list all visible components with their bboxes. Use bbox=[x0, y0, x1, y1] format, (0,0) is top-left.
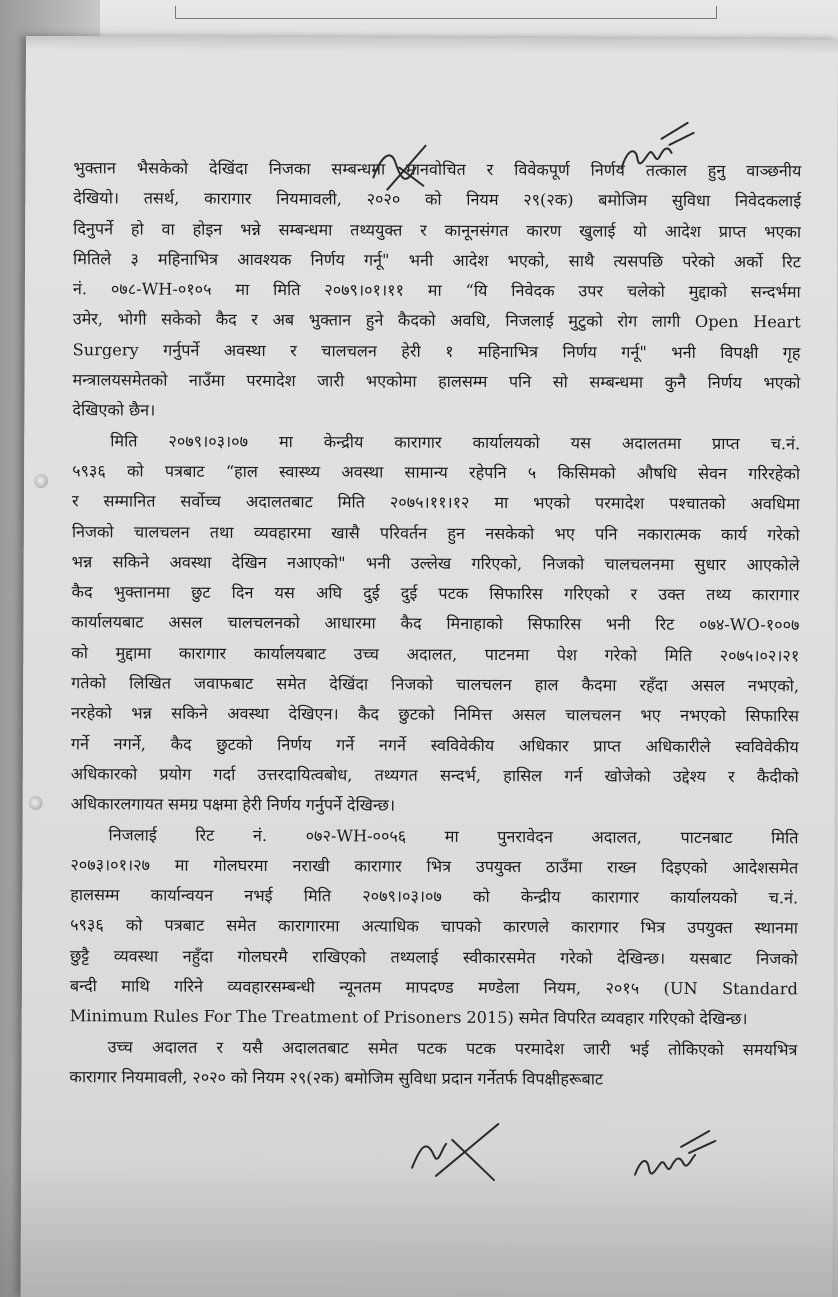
text-line: २०७३।०१।२७ मा गोलघरमा नराखी कारागार भित्र उपयुक्त ठाउँमा राख्न दिइएको आदेशसमेत bbox=[70, 855, 799, 878]
text-line: अधिकारको प्रयोग गर्दा उत्तरदायित्वबोध, तथ्यगत सन्दर्भ, हासिल गर्न खोजेको उद्देश्य र कैदीको bbox=[70, 764, 799, 787]
text-line: नरहेको भन्न सकिने अवस्था देखिएन। कैद छुटको निमित्त असल चालचलन भए नभएको सिफारिस bbox=[71, 703, 800, 726]
text-line: कार्यालयबाट असल चालचलनको आधारमा कैद मिनाहाको सिफारिस भनी रिट ०७४-WO-१००७ bbox=[71, 612, 800, 635]
text-line: मिति २०७९।०३।०७ मा केन्द्रीय कारागार कार्यालयको यस अदालतमा प्राप्त च.नं. bbox=[110, 431, 801, 454]
text-line: भन्न सकिने अवस्था देखिन नआएको" भनी उल्लेख गरिएको, निजको चालचलनमा सुधार आएकोले bbox=[71, 552, 800, 575]
text-line: देखिएको छैन। bbox=[72, 400, 156, 420]
text-line: मन्त्रालयसमेतको नाउँमा परमादेश जारी भएकोमा हालसम्म पनि सो सम्बन्धमा कुनै निर्णय भएको bbox=[72, 370, 801, 393]
text-line: अधिकारलगायत समग्र पक्षमा हेरी निर्णय गर्नुपर्ने देखिन्छ। bbox=[70, 794, 396, 815]
signature-mark bbox=[365, 137, 435, 197]
text-line: गतेको लिखित जवाफबाट समेत देखिंदा निजको चालचलन हाल कैदमा रहँदा असल नभएको, bbox=[71, 673, 800, 696]
text-line: उच्च अदालत र यसै अदालतबाट समेत पटक पटक परमादेश जारी भई तोकिएको समयभित्र bbox=[107, 1036, 798, 1059]
text-line: Minimum Rules For The Treatment of Prisoners 2015) समेत विपरित व्यवहार गरिएको देखिन्छ। bbox=[69, 1006, 748, 1029]
text-line: गर्ने नगर्ने, कैद छुटको निर्णय गर्ने नगर्ने स्वविवेकीय अधिकार प्राप्त अधिकारीले स्वविवेकीय bbox=[70, 733, 799, 757]
text-line: निजको चालचलन तथा व्यवहारमा खासै परिवर्तन हुन नसकेको भए पनि नकारात्मक कार्य गरेको bbox=[71, 521, 800, 544]
signature-mark bbox=[615, 119, 695, 189]
text-line: कारागार नियमावली, २०२० को नियम २९(२क) बमोजिम सुविधा प्रदान गर्नेतर्फ विपक्षीहरूबाट bbox=[69, 1067, 604, 1089]
text-line: नं. ०७८-WH-०१०५ मा मिति २०७९।०१।११ मा “यि निवेदक उपर चलेको मुद्दाको सन्दर्भमा bbox=[72, 279, 801, 302]
punch-hole bbox=[29, 796, 43, 810]
signature-mark bbox=[629, 1119, 719, 1199]
signature-mark bbox=[406, 1118, 506, 1188]
text-line: निजलाई रिट नं. ०७२-WH-००५६ मा पुनरावेदन अदालत, पाटनबाट मिति bbox=[108, 824, 799, 847]
paragraph bbox=[69, 1032, 797, 1096]
text-line: भुक्तान भैसकेको देखिंदा निजका सम्बन्धमा मानवोचित र विवेकपूर्ण निर्णय तत्काल हुनु वाञ्छनीय bbox=[73, 158, 802, 181]
text-line: उमेर, भोगी सकेको कैद र अब भुक्तान हुने कैदको अवधि, निजलाई मुटुको रोग लागी Open Heart bbox=[72, 309, 801, 332]
text-line: को मुद्दामा कारागार कार्यालयबाट उच्च अदालत, पाटनमा पेश गरेको मिति २०७५।०२।२१ bbox=[71, 642, 800, 666]
back-sheet-strip bbox=[175, 6, 717, 19]
document-page bbox=[20, 36, 837, 1297]
text-line: कैद भुक्तानमा छुट दिन यस अघि दुई दुई पटक सिफारिस गरिएको र उक्त तथ्य कारागार bbox=[71, 582, 800, 605]
text-line: ५९३६ को पत्रबाट समेत कारागारमा अत्याधिक चापको कारणले कारागार भित्र उपयुक्त स्थानमा bbox=[70, 915, 799, 938]
text-line: देखियो। तसर्थ, कारागार नियमावली, २०२० को नियम २९(२क) बमोजिम सुविधा निवेदकलाई bbox=[73, 188, 802, 211]
paragraph bbox=[71, 426, 801, 823]
text-line: मितिले ३ महिनाभित्र आवश्यक निर्णय गर्नू" भनी आदेश भएको, साथै त्यसपछि परेको अर्को रिट bbox=[72, 249, 801, 272]
paragraph bbox=[70, 820, 799, 1035]
paragraph bbox=[72, 153, 801, 429]
text-line: र सम्मानित सर्वोच्च अदालतबाट मिति २०७५।११।१२ मा भएको परमादेश पश्चातको अवधिमा bbox=[71, 491, 800, 514]
text-line: Surgery गर्नुपर्ने अवस्था र चालचलन हेरी १ महिनाभित्र निर्णय गर्नू" भनी विपक्षी गृह bbox=[72, 339, 801, 363]
text-line: छुट्टै व्यवस्था नहुँदा गोलघरमै राखिएको तथ्यलाई स्वीकारसमेत गरेको देखिन्छ। यसबाट निजको bbox=[69, 945, 798, 969]
document-body bbox=[69, 153, 801, 1095]
text-line: ५९३६ को पत्रबाट “हाल स्वास्थ्य अवस्था सामान्य रहेपनि ५ किसिमको औषधि सेवन गरिरहेको bbox=[72, 461, 801, 484]
text-line: दिनुपर्ने हो वा होइन भन्ने सम्बन्धमा तथ्ययुक्त र कानूनसंगत कारण खुलाई यो आदेश प्राप्त भएका bbox=[73, 218, 802, 241]
text-line: हालसम्म कार्यान्वयन नभई मिति २०७९।०३।०७ को केन्द्रीय कारागार कार्यालयको च.नं. bbox=[70, 885, 799, 908]
text-line: बन्दी माथि गरिने व्यवहारसम्बन्धी न्यूनतम मापदण्ड मण्डेला नियम, २०१५ (UN Standard bbox=[69, 976, 798, 999]
punch-hole bbox=[34, 474, 48, 488]
